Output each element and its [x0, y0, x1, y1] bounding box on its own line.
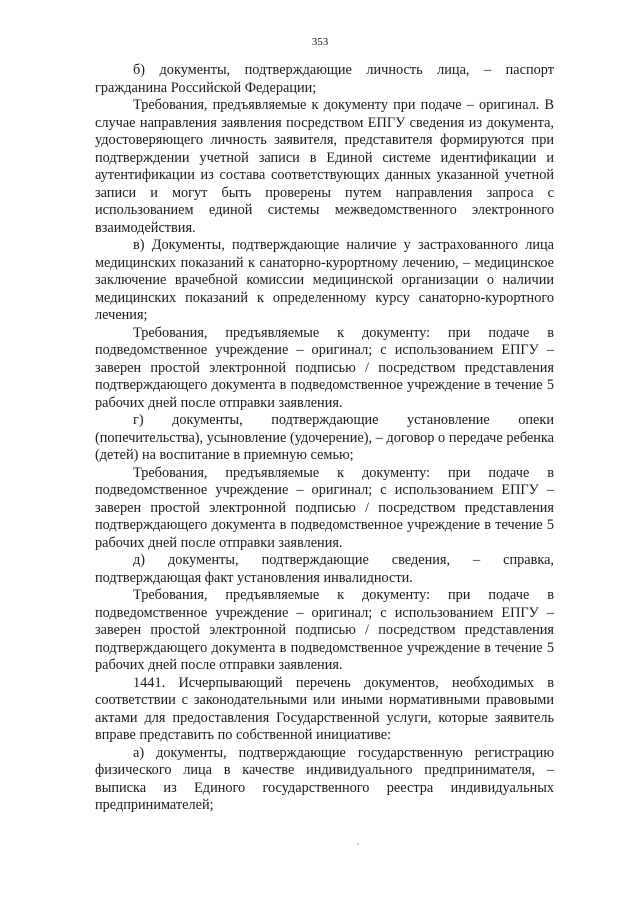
document-body — [95, 62, 554, 815]
paragraph-g-guardianship: г) документы, подтверждающие установление опеки (попечительства), усыновление (удочерение), – договор о передаче ребенка (детей) на воспитание в приемную семью; — [95, 412, 554, 463]
paragraph-requirements-guardianship: Требования, предъявляемые к документу: при подаче в подведомственное учреждение – оригинал; с использованием ЕПГУ – заверен простой электронной подписью / посредством представления подтверждающего документа в подведомственное учреждение в течение 5 рабочих дней после отправки заявления. — [95, 464, 554, 551]
scan-speck — [357, 843, 359, 845]
paragraph-requirements-disability: Требования, предъявляемые к документу: при подаче в подведомственное учреждение – оригинал; с использованием ЕПГУ – заверен простой электронной подписью / посредством представления подтверждающего документа в подведомственное учреждение в течение 5 рабочих дней после отправки заявления. — [95, 587, 554, 673]
paragraph-b-identity-documents: б) документы, подтверждающие личность лица, – паспорт гражданина Российской Федерации; — [95, 62, 554, 96]
paragraph-d-disability: д) документы, подтверждающие сведения, – справка, подтверждающая факт установления инвалидности. — [95, 552, 554, 586]
page-number: 353 — [311, 36, 329, 48]
paragraph-v-medical-indications: в) Документы, подтверждающие наличие у застрахованного лица медицинских показаний к санаторно-курортному лечению, – медицинское заключение врачебной комиссии медицинской организации о наличии медицинских показаний к определенному курсу санаторно-курортного лечения; — [95, 237, 554, 323]
paragraph-1441-exhaustive-list: 1441. Исчерпывающий перечень документов, необходимых в соответствии с законодательными или иными нормативными правовыми актами для предоставления Государственной услуги, которые заявитель вправе представить по собственной инициативе: — [95, 674, 554, 743]
paragraph-requirements-original: Требования, предъявляемые к документу при подаче – оригинал. В случае направления заявления посредством ЕПГУ сведения из документа, удостоверяющего личность заявителя, представителя формируются при подтверждении учетной записи в Единой системе идентификации и аутентификации из состава соответствующих данных указанной учетной записи и могут быть проверены путем направления запроса с использованием единой системы межведомственного электронного взаимодействия. — [95, 97, 554, 236]
paragraph-a-entrepreneur-registration: а) документы, подтверждающие государственную регистрацию физического лица в качестве индивидуального предпринимателя, – выписка из Единого государственного реестра индивидуальных предпринимателей; — [95, 744, 554, 813]
paragraph-requirements-medical: Требования, предъявляемые к документу: при подаче в подведомственное учреждение – оригинал; с использованием ЕПГУ – заверен простой электронной подписью / посредством представления подтверждающего документа в подведомственное учреждение в течение 5 рабочих дней после отправки заявления. — [95, 324, 554, 411]
